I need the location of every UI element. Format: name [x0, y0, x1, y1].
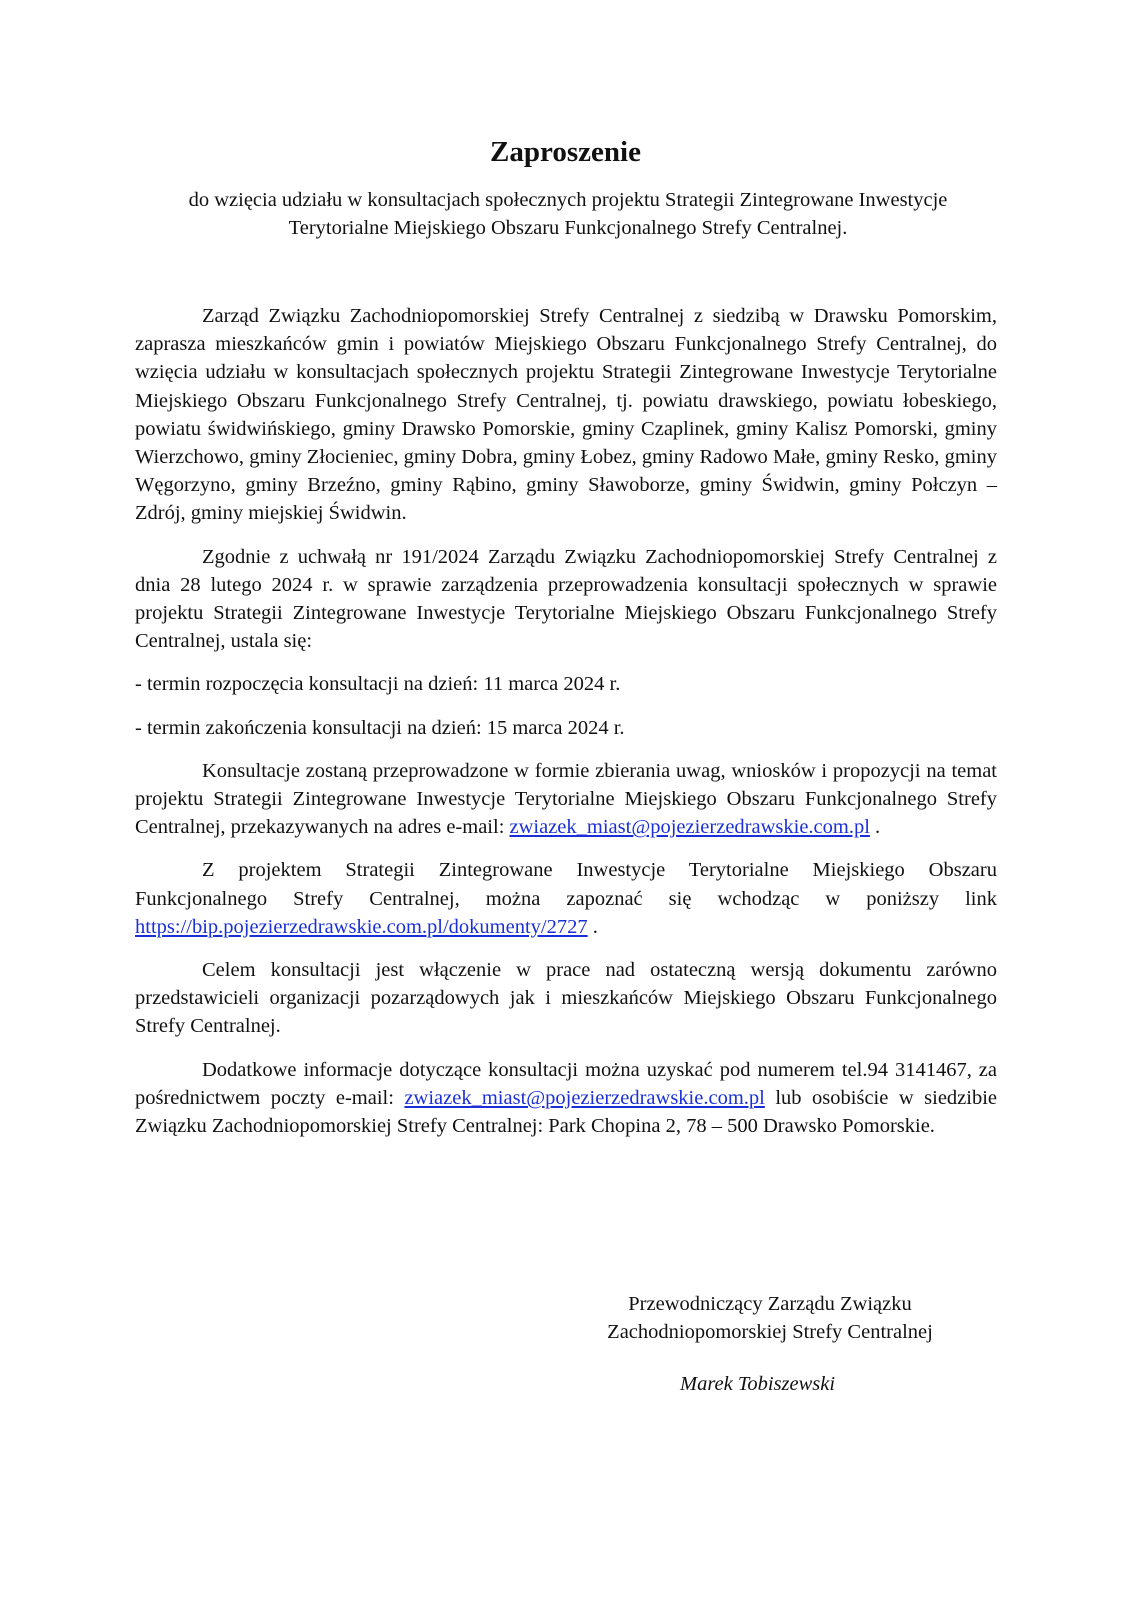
signature-role-line-1: Przewodniczący Zarządu Związku [628, 1293, 912, 1315]
paragraph-consultation-form [135, 757, 997, 842]
paragraph-consultation-form-text: Konsultacje zostaną przeprowadzone w formie zbierania uwag, wniosków i propozycji na temat projektu Strategii Zintegrowane Inwestycje Terytorialne Miejskiego Obszaru Funkcjonalnego Strefy Centralnej, przekazywanych na adres e-mail: [135, 759, 997, 839]
subtitle: do wzięcia udziału w konsultacjach społecznych projektu Strategii Zintegrowane Inwestycje Terytorialne Miejskiego Obszaru Funkcjonalnego Strefy Centralnej. [188, 189, 948, 239]
paragraph-project-link-tail: . [587, 915, 598, 938]
paragraph-consultation-form-tail: . [869, 816, 881, 839]
paragraph-contact [135, 1056, 997, 1141]
paragraph-contact-tail: lub osobiście w siedzibie Związku Zachodniopomorskiej Strefy Centralnej: Park Chopina 2, 78 – 500 Drawsko Pomorskie. [135, 1086, 998, 1138]
consultation-start-date: - termin rozpoczęcia konsultacji na dzień: 11 marca 2024 r. [135, 673, 621, 696]
document-link[interactable]: https://bip.pojezierzedrawskie.com.pl/dokumenty/2727 [135, 915, 588, 938]
paragraph-invitation: Zarząd Związku Zachodniopomorskiej Strefy Centralnej z siedzibą w Drawsku Pomorskim, zaprasza mieszkańców gmin i powiatów Miejskiego Obszaru Funkcjonalnego Strefy Centralnej, do wzięcia udziału w konsultacjach społecznych projektu Strategii Zintegrowane Inwestycje Terytorialne Miejskiego Obszaru Funkcjonalnego Strefy Centralnej, tj. powiatu drawskiego, powiatu łobeskiego, powiatu świdwińskiego, gminy Drawsko Pomorskie, gminy Czaplinek, gminy Kalisz Pomorski, gminy Wierzchowo, gminy Złocieniec, gminy Dobra, gminy Łobez, gminy Radowo Małe, gminy Resko, gminy Węgorzyno, gminy Brzeźno, gminy Rąbino, gminy Sławoborze, gminy Świdwin, gminy Połczyn – Zdrój, gminy miejskiej Świdwin. [135, 305, 997, 525]
signature-name: Marek Tobiszewski [680, 1373, 836, 1395]
paragraph-project-link-text: Z projektem Strategii Zintegrowane Inwestycje Terytorialne Miejskiego Obszaru Funkcjonalnego Strefy Centralnej, można zapoznać się wchodząc w poniższy link [135, 859, 997, 910]
email-link[interactable]: zwiazek_miast@pojezierzedrawskie.com.pl [509, 816, 870, 839]
signature-role-line-2: Zachodniopomorskiej Strefy Centralnej [607, 1321, 933, 1343]
paragraph-contact-text: Dodatkowe informacje dotyczące konsultacji można uzyskać pod numerem tel.94 3141467, za pośrednictwem poczty e-mail: [135, 1058, 997, 1109]
signature-role [560, 1290, 980, 1346]
paragraph-project-link [135, 856, 997, 941]
consultation-end-date: - termin zakończenia konsultacji na dzień: 15 marca 2024 r. [135, 716, 625, 739]
page-title: Zaproszenie [490, 136, 641, 168]
contact-email-link[interactable]: zwiazek_miast@pojezierzedrawskie.com.pl [404, 1086, 765, 1109]
paragraph-resolution: Zgodnie z uchwałą nr 191/2024 Zarządu Związku Zachodniopomorskiej Strefy Centralnej z dnia 28 lutego 2024 r. w sprawie zarządzenia przeprowadzenia konsultacji społecznych w sprawie projektu Strategii Zintegrowane Inwestycje Terytorialne Miejskiego Obszaru Funkcjonalnego Strefy Centralnej, ustala się: [135, 545, 997, 653]
paragraph-purpose: Celem konsultacji jest włączenie w prace nad ostateczną wersją dokumentu zarówno przedstawicieli organizacji pozarządowych jak i mieszkańców Miejskiego Obszaru Funkcjonalnego Strefy Centralnej. [135, 959, 997, 1038]
document-body [135, 302, 997, 1155]
